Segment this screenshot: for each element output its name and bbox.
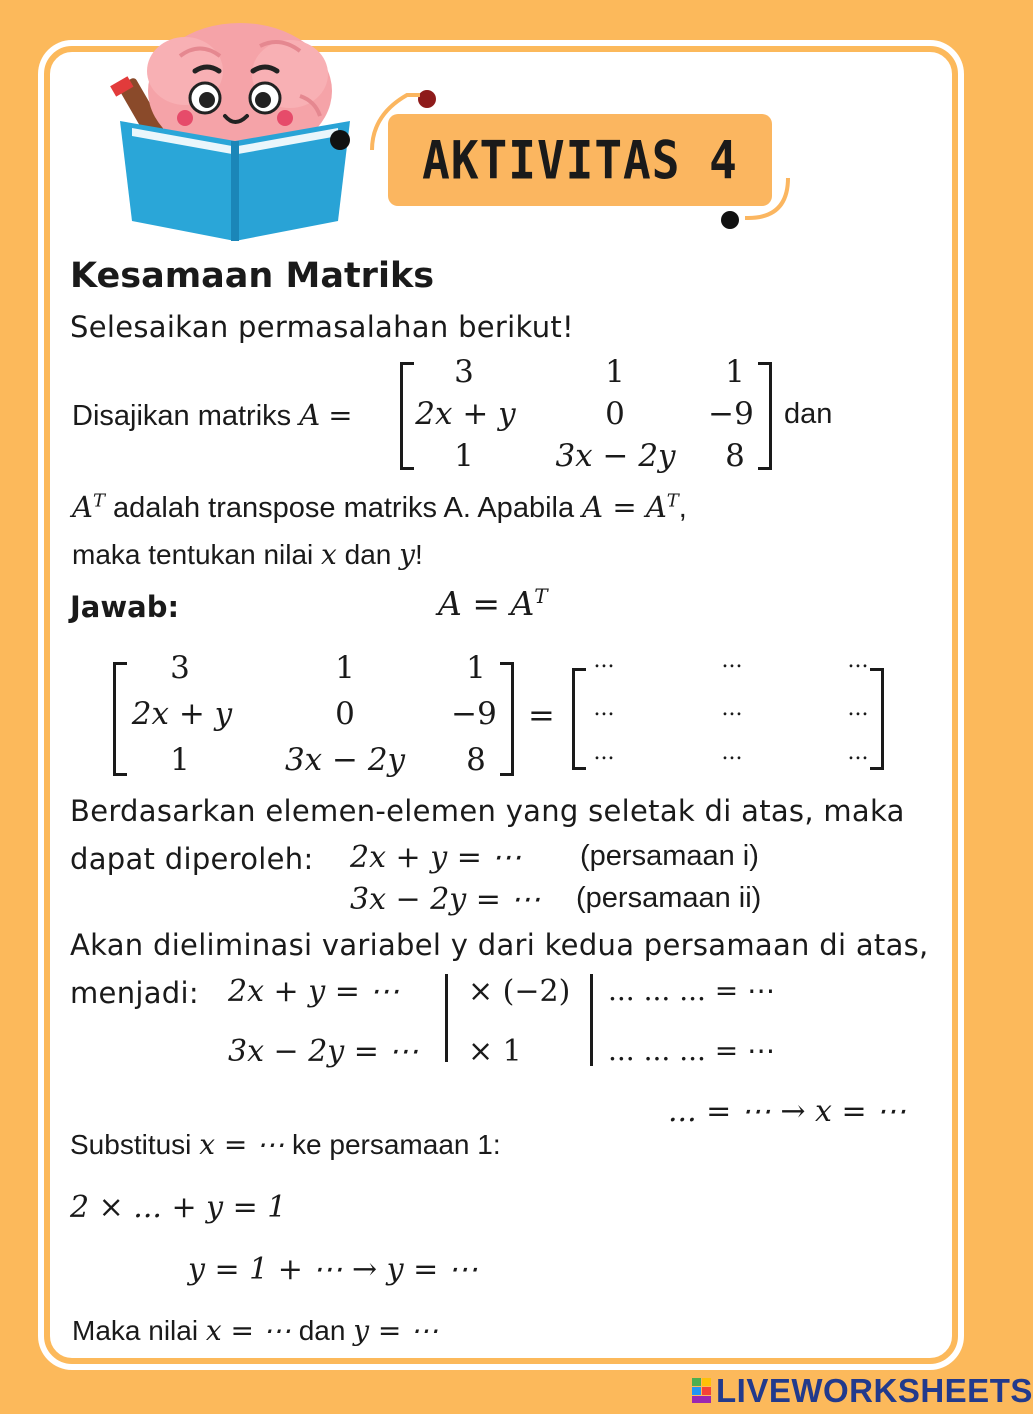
- matrix-cell: 3: [454, 354, 474, 390]
- section-heading: Kesamaan Matriks: [70, 256, 435, 296]
- answer-right-cell: ...: [593, 740, 615, 765]
- answer-right-cell: ...: [721, 648, 743, 673]
- matrix-cell: 1: [605, 354, 625, 390]
- matrix-cell: −9: [708, 396, 754, 432]
- answer-left-cell: 1: [466, 650, 486, 686]
- equation-ii: 3x − 2y = ⋯: [350, 882, 541, 917]
- answer-left-cell: 0: [335, 696, 355, 732]
- derivation-text-2: dapat diperoleh:: [70, 842, 314, 876]
- answer-equation: [438, 584, 548, 623]
- elim-result-1: ... ... ... = ⋯: [608, 974, 776, 1007]
- elim-divider-right: [590, 974, 593, 1066]
- answer-right-cell: ...: [847, 648, 869, 673]
- problem-after: dan: [784, 398, 833, 430]
- answer-right-cell: ...: [721, 740, 743, 765]
- elim-equation-2: 3x − 2y = ⋯: [228, 1034, 419, 1069]
- answer-left-cell: 1: [335, 650, 355, 686]
- elim-final: ... = ⋯ → x = ⋯: [668, 1094, 907, 1129]
- answer-left-cell: 3x − 2y: [284, 742, 406, 778]
- transpose-sup: T: [92, 490, 105, 512]
- answer-left-cell: 3: [170, 650, 190, 686]
- elim-result-2: ... ... ... = ⋯: [608, 1034, 776, 1067]
- problem-intro-text: Disajikan matriks: [72, 400, 292, 432]
- final-x: x = ⋯: [205, 1314, 291, 1347]
- problem-line-3-dan: dan: [344, 539, 392, 570]
- answer-right-cell: ...: [593, 648, 615, 673]
- final-text: Maka nilai: [72, 1315, 199, 1346]
- final-answer-line: [72, 1314, 438, 1347]
- answer-label: Jawab:: [70, 590, 180, 624]
- problem-line-2-text: adalah transpose matriks A. Apabila: [113, 492, 575, 524]
- answer-left-cell: 8: [466, 742, 486, 778]
- answer-left-cell: 2x + y: [131, 696, 233, 732]
- problem-line-2-eq-sup: T: [666, 490, 679, 512]
- problem-line-2-eq: A = A: [582, 490, 667, 524]
- brand-footer: [716, 1372, 1033, 1410]
- matrix-cell: 8: [725, 438, 745, 474]
- matrix-equals: =: [528, 696, 555, 734]
- equation-ii-label: (persamaan ii): [576, 882, 762, 914]
- subst-text: Substitusi: [70, 1129, 192, 1160]
- final-dan: dan: [298, 1315, 346, 1346]
- elim-equation-1: 2x + y = ⋯: [228, 974, 400, 1009]
- equation-i: 2x + y = ⋯: [350, 840, 522, 875]
- problem-intro: [72, 398, 353, 433]
- matrix-cell: 3x − 2y: [555, 438, 676, 474]
- equals-sign: =: [328, 398, 353, 432]
- equation-i-label: (persamaan i): [580, 840, 759, 872]
- elim-multiplier-2: × 1: [468, 1034, 522, 1069]
- answer-eq-sup: T: [534, 584, 548, 608]
- liveworksheets-logo-icon: [692, 1378, 712, 1404]
- answer-left-cell: 1: [170, 742, 190, 778]
- matrix-cell: 1: [454, 438, 474, 474]
- subst-end: ke persamaan 1:: [292, 1129, 501, 1160]
- elimination-text: Akan dieliminasi variabel y dari kedua persamaan di atas,: [70, 928, 929, 962]
- problem-line-3: [72, 538, 423, 571]
- problem-line-2-end: ,: [678, 492, 687, 524]
- matrix-name: A: [299, 398, 321, 432]
- answer-eq: A = A: [438, 584, 535, 623]
- instruction-text: Selesaikan permasalahan berikut!: [70, 310, 574, 344]
- derivation-text-1: Berdasarkan elemen-elemen yang seletak di atas, maka: [70, 794, 905, 828]
- substitution-step-1: 2 × ... + y = 1: [70, 1190, 287, 1225]
- problem-line-3-end: !: [414, 539, 423, 570]
- answer-right-cell: ...: [847, 696, 869, 721]
- var-y: y: [399, 538, 415, 571]
- activity-title: AKTIVITAS 4: [422, 128, 738, 192]
- transpose-symbol: A: [72, 490, 93, 524]
- problem-line-3-text: maka tentukan nilai: [72, 539, 314, 570]
- activity-title-box: [388, 114, 772, 206]
- var-x: x: [321, 538, 337, 571]
- subst-eq: x = ⋯: [199, 1128, 285, 1161]
- substitution-line: [70, 1128, 501, 1161]
- answer-left-cell: −9: [451, 696, 497, 732]
- matrix-cell: 0: [605, 396, 625, 432]
- problem-line-2: [72, 490, 687, 525]
- answer-right-cell: ...: [593, 696, 615, 721]
- elimination-label: menjadi:: [70, 976, 199, 1010]
- elim-divider-left: [445, 974, 448, 1062]
- substitution-step-2: y = 1 + ⋯ → y = ⋯: [188, 1252, 478, 1287]
- final-y: y = ⋯: [353, 1314, 439, 1347]
- matrix-cell: 2x + y: [415, 396, 516, 432]
- matrix-cell: 1: [725, 354, 745, 390]
- answer-right-cell: ...: [847, 740, 869, 765]
- brand-name: LIVEWORKSHEETS: [716, 1372, 1033, 1409]
- answer-right-cell: ...: [721, 696, 743, 721]
- elim-multiplier-1: × (−2): [468, 974, 571, 1009]
